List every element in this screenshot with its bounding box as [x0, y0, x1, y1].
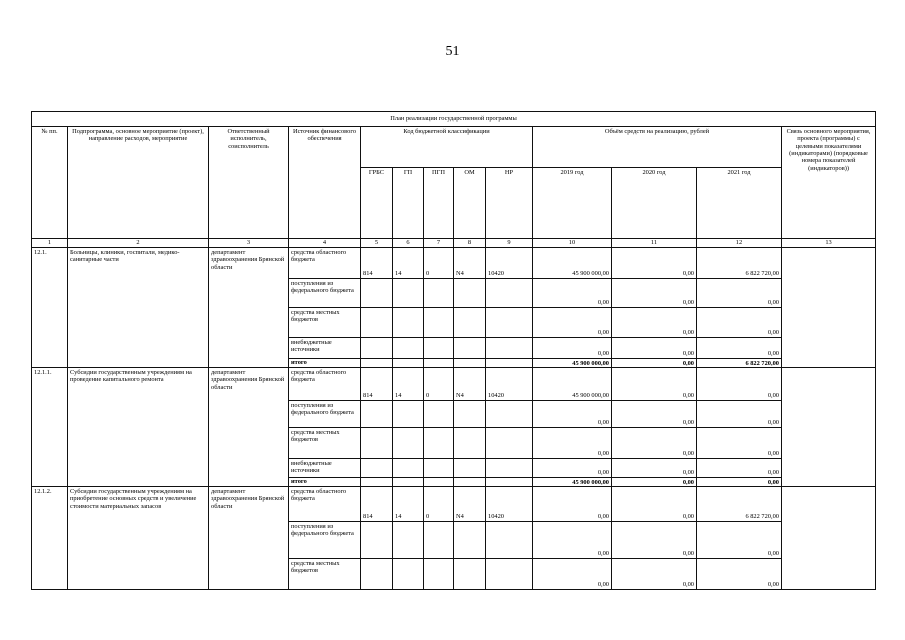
- code-np: 10420: [486, 487, 533, 522]
- header-link: Связь основного мероприятия, проекта (программы) с целевыми показателями (индикаторами) (порядковые номера показателей (индикаторов)): [782, 127, 876, 239]
- header-2021: 2021 год: [697, 168, 782, 239]
- row-responsible: департамент здравоохранения Брянской области: [209, 368, 289, 487]
- amount-2020: 0,00: [612, 487, 697, 522]
- row-responsible: департамент здравоохранения Брянской области: [209, 248, 289, 368]
- amount-2020: 0,00: [612, 338, 697, 359]
- col-number: 3: [209, 239, 289, 248]
- amount-2021: 6 822 720,00: [697, 487, 782, 522]
- code-om: N4: [454, 368, 486, 401]
- amount-2021: 6 822 720,00: [697, 359, 782, 368]
- amount-2021: 0,00: [697, 401, 782, 428]
- source-label: внебюджетные источники: [289, 338, 361, 359]
- source-label: средства областного бюджета: [289, 248, 361, 279]
- amount-2020: 0,00: [612, 428, 697, 459]
- header-amount: Объём средств на реализацию, рублей: [533, 127, 782, 168]
- code-pgp: 0: [424, 487, 454, 522]
- code-grbs: 814: [361, 368, 393, 401]
- amount-2020: 0,00: [612, 308, 697, 338]
- header-source: Источник финансового обеспечения: [289, 127, 361, 239]
- code-om: N4: [454, 248, 486, 279]
- amount-2021: 0,00: [697, 428, 782, 459]
- amount-2021: 6 822 720,00: [697, 248, 782, 279]
- header-2019: 2019 год: [533, 168, 612, 239]
- amount-2019: 0,00: [533, 487, 612, 522]
- amount-2019: 0,00: [533, 428, 612, 459]
- code-np: 10420: [486, 248, 533, 279]
- source-label: средства местных бюджетов: [289, 428, 361, 459]
- row-responsible: департамент здравоохранения Брянской области: [209, 487, 289, 590]
- header-grbs: ГРБС: [361, 168, 393, 239]
- amount-2020: 0,00: [612, 559, 697, 590]
- table-title: План реализации государственной программы: [32, 112, 876, 127]
- table-row: [32, 248, 876, 279]
- amount-2020: 0,00: [612, 368, 697, 401]
- table-row: [32, 368, 876, 401]
- header-subprogram: Подпрограмма, основное мероприятие (проект), направление расходов, мероприятие: [68, 127, 209, 239]
- header-num: № пп.: [32, 127, 68, 239]
- col-number: 8: [454, 239, 486, 248]
- amount-2019: 0,00: [533, 401, 612, 428]
- amount-2020: 0,00: [612, 478, 697, 487]
- amount-2020: 0,00: [612, 248, 697, 279]
- code-gp: 14: [393, 368, 424, 401]
- code-pgp: 0: [424, 368, 454, 401]
- source-label: средства местных бюджетов: [289, 308, 361, 338]
- indicator-link: [782, 368, 876, 487]
- header-pgp: ПГП: [424, 168, 454, 239]
- amount-2021: 0,00: [697, 478, 782, 487]
- amount-2021: 0,00: [697, 559, 782, 590]
- amount-2019: 45 900 000,00: [533, 368, 612, 401]
- header-np: НР: [486, 168, 533, 239]
- amount-2019: 0,00: [533, 522, 612, 559]
- indicator-link: [782, 248, 876, 368]
- col-number: 10: [533, 239, 612, 248]
- col-number: 12: [697, 239, 782, 248]
- code-gp: 14: [393, 487, 424, 522]
- amount-2019: 45 900 000,00: [533, 248, 612, 279]
- header-2020: 2020 год: [612, 168, 697, 239]
- col-number: 7: [424, 239, 454, 248]
- col-number: 5: [361, 239, 393, 248]
- amount-2021: 0,00: [697, 459, 782, 478]
- row-measure-name: Субсидии государственным учреждениям на приобретение основных средств и увеличение стоимости материальных запасов: [68, 487, 209, 590]
- col-number: 1: [32, 239, 68, 248]
- amount-2020: 0,00: [612, 401, 697, 428]
- amount-2019: 0,00: [533, 308, 612, 338]
- amount-2019: 0,00: [533, 338, 612, 359]
- source-label: поступления из федерального бюджета: [289, 279, 361, 308]
- col-number: 13: [782, 239, 876, 248]
- indicator-link: [782, 487, 876, 590]
- source-label: средства областного бюджета: [289, 368, 361, 401]
- source-label: поступления из федерального бюджета: [289, 401, 361, 428]
- row-number: 12.1.1.: [32, 368, 68, 487]
- amount-2021: 0,00: [697, 338, 782, 359]
- header-budget-code: Код бюджетной классификации: [361, 127, 533, 168]
- program-plan-table: [31, 111, 876, 590]
- code-np: 10420: [486, 368, 533, 401]
- row-measure-name: Больницы, клиники, госпитали, медико-санитарные части: [68, 248, 209, 368]
- amount-2019: 45 900 000,00: [533, 478, 612, 487]
- code-grbs: 814: [361, 248, 393, 279]
- row-number: 12.1.2.: [32, 487, 68, 590]
- amount-2019: 0,00: [533, 279, 612, 308]
- col-number: 9: [486, 239, 533, 248]
- row-measure-name: Субсидии государственным учреждениям на проведение капитального ремонта: [68, 368, 209, 487]
- col-number: 2: [68, 239, 209, 248]
- amount-2019: 0,00: [533, 459, 612, 478]
- amount-2020: 0,00: [612, 279, 697, 308]
- amount-2021: 0,00: [697, 308, 782, 338]
- amount-2020: 0,00: [612, 522, 697, 559]
- code-gp: 14: [393, 248, 424, 279]
- source-label: средства местных бюджетов: [289, 559, 361, 590]
- source-label: поступления из федерального бюджета: [289, 522, 361, 559]
- code-grbs: 814: [361, 487, 393, 522]
- amount-2021: 0,00: [697, 279, 782, 308]
- col-number: 6: [393, 239, 424, 248]
- header-responsible: Ответственный исполнитель, соисполнитель: [209, 127, 289, 239]
- table-row: [32, 487, 876, 522]
- amount-2020: 0,00: [612, 359, 697, 368]
- row-number: 12.1.: [32, 248, 68, 368]
- code-om: N4: [454, 487, 486, 522]
- source-label: итого: [289, 478, 361, 487]
- amount-2019: 0,00: [533, 559, 612, 590]
- col-number: 4: [289, 239, 361, 248]
- source-label: средства областного бюджета: [289, 487, 361, 522]
- header-om: ОМ: [454, 168, 486, 239]
- amount-2021: 0,00: [697, 522, 782, 559]
- col-number: 11: [612, 239, 697, 248]
- source-label: внебюджетные источники: [289, 459, 361, 478]
- amount-2021: 0,00: [697, 368, 782, 401]
- amount-2019: 45 900 000,00: [533, 359, 612, 368]
- amount-2020: 0,00: [612, 459, 697, 478]
- header-gp: ГП: [393, 168, 424, 239]
- code-pgp: 0: [424, 248, 454, 279]
- page-number: 51: [445, 44, 460, 59]
- source-label: итого: [289, 359, 361, 368]
